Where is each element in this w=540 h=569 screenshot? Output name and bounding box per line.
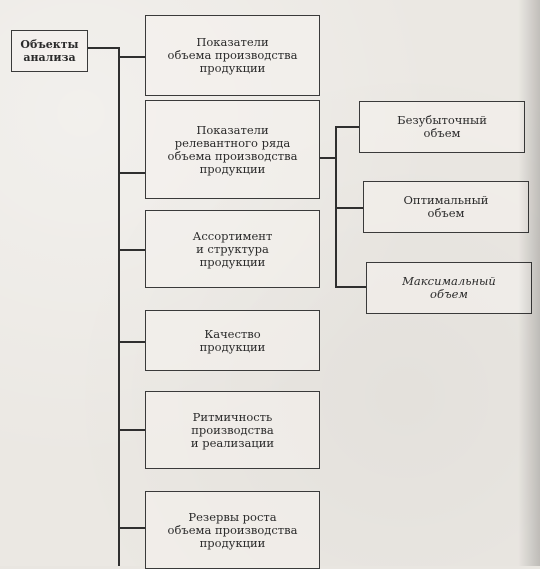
connector-branch-6: [118, 527, 145, 529]
node-label: Качество продукции: [199, 326, 266, 354]
node-optimal-volume: [363, 181, 529, 233]
node-label: Показатели объема производства продукции: [167, 35, 298, 75]
connector-branch-2: [118, 172, 145, 174]
connector-sub-1: [335, 126, 360, 128]
node-label: Показатели релевантного ряда объема производства продукции: [167, 122, 298, 176]
node-label: Оптимальный объем: [403, 193, 489, 220]
node-label: Резервы роста объема производства продукции: [167, 509, 298, 550]
node-assortment-and-structure: [145, 210, 320, 288]
node-maximum-volume: [366, 262, 532, 314]
connector-sub-2: [335, 207, 364, 209]
connector-branch-3: [118, 249, 145, 251]
node-label: Безубыточный объем: [397, 113, 487, 140]
connector-root-to-trunk: [87, 47, 119, 49]
node-break-even-volume: [359, 101, 525, 153]
node-relevant-range-indicators: [145, 100, 320, 199]
node-production-volume-indicators: [145, 15, 320, 96]
connector-sub-3: [335, 286, 367, 288]
root-node-objects-of-analysis: [11, 30, 88, 72]
connector-branch-1: [118, 56, 145, 58]
connector-branch-4: [118, 341, 145, 343]
root-node-label: Объекты анализа: [20, 38, 79, 64]
node-product-quality: [145, 310, 320, 371]
connector-branch-5: [118, 429, 145, 431]
node-label: Максимальный объем: [402, 274, 496, 301]
node-label: Ритмичность производства и реализации: [190, 409, 275, 450]
node-label: Ассортимент и структура продукции: [192, 228, 273, 269]
node-rhythm-of-production: [145, 391, 320, 469]
main-trunk-line: [118, 47, 120, 566]
page-binding-shadow: [518, 0, 540, 566]
node-growth-reserves: [145, 491, 320, 569]
connector-relevant-to-subtrunk: [320, 157, 336, 159]
